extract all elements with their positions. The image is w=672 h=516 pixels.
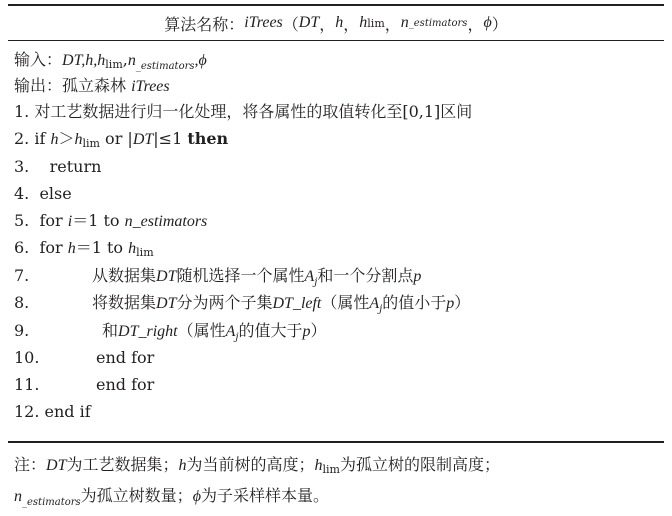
step-10-text: end for bbox=[96, 348, 155, 367]
step-8-dt-left: DT_left bbox=[272, 295, 322, 312]
input-sub-lim: lim bbox=[105, 58, 123, 71]
output-text: 孤立森林 bbox=[62, 76, 132, 95]
step-10 bbox=[14, 346, 39, 370]
step-3-text: 3. return bbox=[14, 157, 102, 176]
step-2-dt: DT bbox=[132, 131, 154, 148]
step-2-hlim: h bbox=[74, 131, 83, 148]
note-dt-desc: 为工艺数据集； bbox=[66, 455, 179, 474]
step-7-sub-j: j bbox=[314, 277, 318, 288]
step-5-to: ＝1 to bbox=[72, 211, 125, 230]
title-name: iTrees bbox=[244, 14, 283, 31]
step-9-f: 的值大于 bbox=[238, 321, 303, 340]
note-h: h bbox=[178, 457, 187, 474]
step-3 bbox=[14, 155, 101, 179]
step-2-sub-lim: lim bbox=[82, 137, 100, 150]
input-sub-estimators: _estimators bbox=[135, 61, 195, 72]
step-9-attr: A bbox=[225, 323, 236, 340]
output-line bbox=[14, 74, 170, 98]
step-9-sub-j: j bbox=[235, 332, 239, 343]
step-7-c: 随机选择一个属性 bbox=[176, 266, 305, 285]
step-10-number: 10. bbox=[14, 348, 40, 367]
step-6-to: ＝1 to bbox=[75, 238, 129, 257]
note-n: n bbox=[14, 488, 22, 505]
input-label: 输入： bbox=[14, 50, 63, 69]
note-hlim: h bbox=[314, 457, 323, 474]
step-9-p: p bbox=[302, 323, 311, 340]
note-sub-estimators: _estimators bbox=[22, 497, 81, 508]
step-1 bbox=[14, 100, 472, 124]
title-prefix: 算法名称： bbox=[164, 14, 245, 34]
step-7 bbox=[14, 264, 29, 288]
title-close-paren: ） bbox=[491, 14, 508, 34]
step-11-number: 11. bbox=[14, 375, 40, 394]
step-5-estimators: _estimators bbox=[132, 213, 208, 230]
step-8-c: 分为两个子集 bbox=[176, 293, 273, 312]
step-6-h: h bbox=[67, 240, 76, 257]
output-label: 输出： bbox=[14, 76, 63, 95]
step-12 bbox=[14, 400, 91, 424]
title-sub-estimators: _estimators bbox=[408, 17, 468, 29]
step-5-for: 5. for bbox=[14, 211, 68, 230]
note-h-desc: 为当前树的高度； bbox=[186, 455, 315, 474]
input-phi: ,ϕ bbox=[194, 52, 207, 69]
step-7-a: 从数据集 bbox=[92, 266, 157, 285]
step-1-text: 1. 对工艺数据进行归一化处理，将各属性的取值转化至[0,1]区间 bbox=[14, 102, 473, 121]
note-label: 注： bbox=[14, 455, 47, 474]
step-8-a: 将数据集 bbox=[92, 293, 157, 312]
step-11-body bbox=[96, 373, 154, 397]
step-7-f: 和一个分割点 bbox=[317, 266, 414, 285]
title-param-h: h bbox=[335, 14, 344, 31]
title-param-n: n bbox=[400, 14, 409, 31]
note-dt: DT bbox=[46, 457, 67, 474]
title-param-dt: DT bbox=[298, 14, 320, 31]
step-7-dt: DT bbox=[156, 268, 177, 285]
step-7-number: 7. bbox=[14, 266, 30, 285]
step-8-e: （属性 bbox=[321, 293, 370, 312]
title-sep: ， bbox=[384, 14, 401, 34]
step-2-le: |≤1 bbox=[153, 129, 188, 148]
step-8-dt: DT bbox=[156, 295, 177, 312]
step-2-h: h bbox=[50, 131, 59, 148]
step-4 bbox=[14, 182, 72, 206]
step-9-body bbox=[102, 319, 327, 343]
step-9-a: 和 bbox=[102, 321, 119, 340]
note-line-2 bbox=[14, 483, 662, 516]
step-6-hlim: h bbox=[128, 240, 137, 257]
note-phi-desc: 为子采样样本量。 bbox=[200, 486, 329, 505]
step-8-body bbox=[92, 291, 470, 315]
note-sub-lim: lim bbox=[322, 463, 340, 476]
step-4-text: 4. else bbox=[14, 184, 72, 203]
step-12-text: 12. end if bbox=[14, 402, 91, 421]
step-8-sub-j: j bbox=[379, 304, 383, 315]
step-2 bbox=[14, 127, 228, 151]
title-param-phi: ϕ bbox=[483, 14, 492, 31]
note-line-1 bbox=[14, 452, 662, 483]
title-sep: ， bbox=[343, 14, 360, 34]
step-11 bbox=[14, 373, 39, 397]
bottom-rule bbox=[8, 441, 664, 443]
output-name: iTrees bbox=[131, 78, 170, 95]
title-sep: ， bbox=[467, 14, 484, 34]
step-2-if: 2. if bbox=[14, 129, 51, 148]
title-sep: ， bbox=[319, 14, 336, 34]
step-5-n: n bbox=[124, 213, 133, 230]
step-6 bbox=[14, 236, 154, 260]
input-n: n bbox=[127, 52, 136, 69]
top-rule bbox=[8, 4, 664, 6]
step-9-dt-right: DT_right bbox=[118, 323, 178, 340]
step-8-h: 的值小于 bbox=[382, 293, 447, 312]
input-vars: DT,h,h bbox=[62, 52, 106, 69]
step-10-body bbox=[96, 346, 154, 370]
step-9 bbox=[14, 319, 29, 343]
input-comma: , bbox=[122, 50, 128, 69]
algorithm-title bbox=[8, 8, 664, 38]
step-7-body bbox=[92, 264, 421, 288]
step-6-sub-lim: lim bbox=[136, 246, 154, 259]
note-n-desc: 为孤立树数量； bbox=[80, 486, 193, 505]
input-line bbox=[14, 48, 207, 72]
step-2-then: then bbox=[187, 129, 229, 148]
step-7-attr: A bbox=[304, 268, 315, 285]
step-8-close: ） bbox=[454, 293, 471, 312]
title-open-paren: （ bbox=[282, 14, 299, 34]
step-8-attr: A bbox=[369, 295, 380, 312]
step-7-p: p bbox=[413, 268, 422, 285]
note-phi: ϕ bbox=[192, 488, 201, 505]
step-9-close: ） bbox=[310, 321, 327, 340]
step-5-i: i bbox=[67, 213, 73, 230]
step-8 bbox=[14, 291, 29, 315]
step-2-or: or | bbox=[99, 129, 133, 148]
step-8-p: p bbox=[446, 295, 455, 312]
step-9-c: （属性 bbox=[177, 321, 226, 340]
title-rule bbox=[8, 40, 664, 41]
step-5 bbox=[14, 209, 207, 233]
step-9-number: 9. bbox=[14, 321, 30, 340]
note-hlim-desc: 为孤立树的限制高度； bbox=[339, 455, 500, 474]
step-2-gt: ＞ bbox=[58, 129, 75, 148]
step-6-for: 6. for bbox=[14, 238, 68, 257]
title-param-hlim: h bbox=[359, 14, 368, 31]
step-11-text: end for bbox=[96, 375, 155, 394]
title-sub-lim: lim bbox=[367, 16, 385, 30]
table-note bbox=[14, 452, 662, 516]
step-8-number: 8. bbox=[14, 293, 30, 312]
